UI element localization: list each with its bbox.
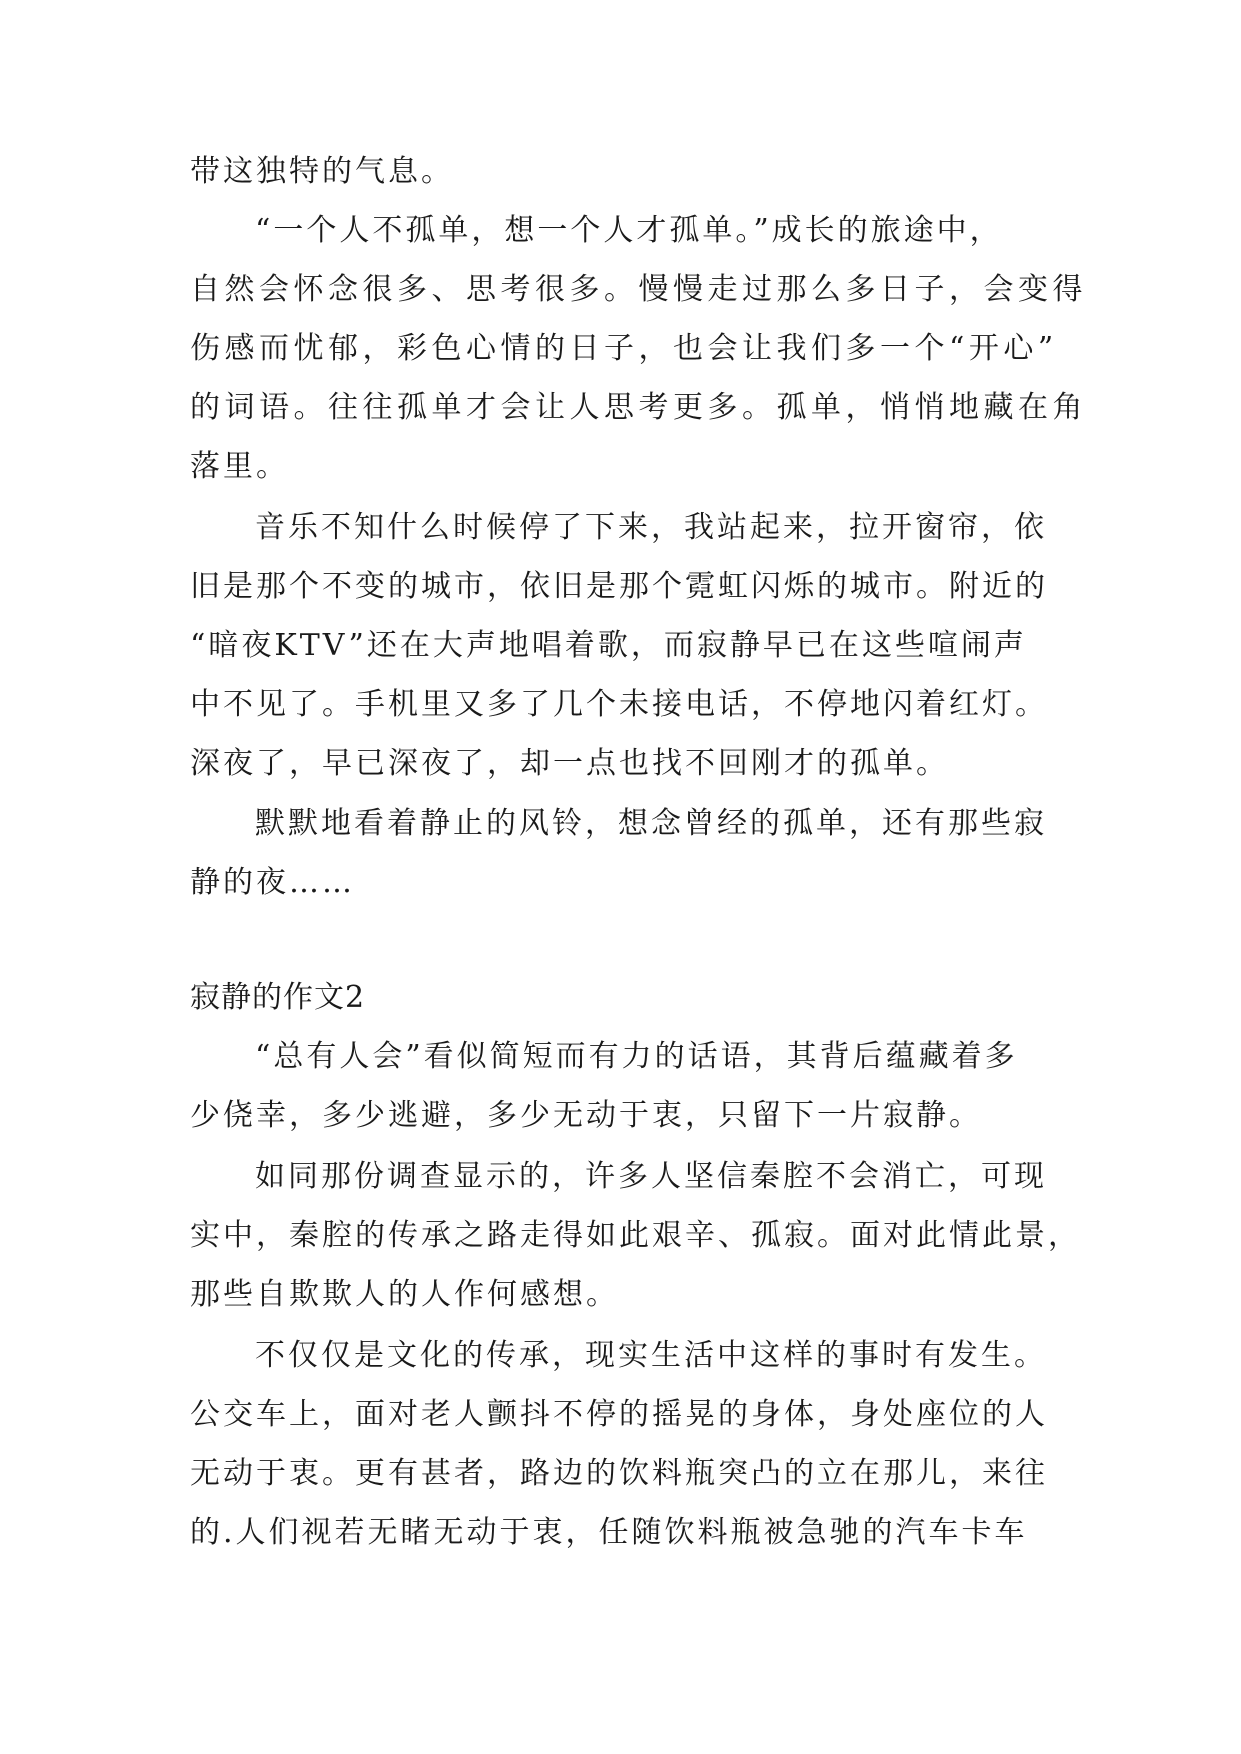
text-line: 自然会怀念很多、思考很多。慢慢走过那么多日子，会变得	[190, 272, 1087, 307]
text-line: 的.人们视若无睹无动于衷，任随饮料瓶被急驰的汽车卡车	[190, 1515, 1028, 1550]
text-line: 少侥幸，多少逃避，多少无动于衷，只留下一片寂静。	[190, 1098, 982, 1133]
text-line: 的词语。往往孤单才会让人思考更多。孤单，悄悄地藏在角	[190, 390, 1087, 425]
text-line: 默默地看着静止的风铃，想念曾经的孤单，还有那些寂	[255, 806, 1047, 841]
text-line: 旧是那个不变的城市，依旧是那个霓虹闪烁的城市。附近的	[190, 569, 1048, 604]
text-line: 伤感而忧郁，彩色心情的日子，也会让我们多一个“开心”	[190, 331, 1058, 366]
text-line: 音乐不知什么时候停了下来，我站起来，拉开窗帘，依	[255, 510, 1047, 545]
section-heading: 寂静的作文2	[190, 980, 366, 1015]
text-line: “暗夜KTV”还在大声地唱着歌，而寂静早已在这些喧闹声	[190, 628, 1027, 663]
text-line: 深夜了，早已深夜了，却一点也找不回刚才的孤单。	[190, 746, 949, 781]
text-line: 带这独特的气息。	[190, 154, 454, 189]
text-line: “一个人不孤单，想一个人才孤单。”成长的旅途中，	[255, 213, 1003, 248]
text-line: “总有人会”看似简短而有力的话语，其背后蕴藏着多	[255, 1039, 1018, 1074]
text-line: 那些自欺欺人的人作何感想。	[190, 1277, 619, 1312]
text-line: 中不见了。手机里又多了几个未接电话，不停地闪着红灯。	[190, 687, 1048, 722]
text-line: 实中，秦腔的传承之路走得如此艰辛、孤寂。面对此情此景，	[190, 1218, 1081, 1253]
text-line: 如同那份调查显示的，许多人坚信秦腔不会消亡，可现	[255, 1159, 1047, 1194]
text-line: 静的夜……	[190, 865, 355, 900]
text-line: 不仅仅是文化的传承，现实生活中这样的事时有发生。	[255, 1338, 1047, 1373]
text-line: 落里。	[190, 449, 289, 484]
text-line: 无动于衷。更有甚者，路边的饮料瓶突凸的立在那儿，来往	[190, 1456, 1048, 1491]
text-line: 公交车上，面对老人颤抖不停的摇晃的身体，身处座位的人	[190, 1397, 1048, 1432]
